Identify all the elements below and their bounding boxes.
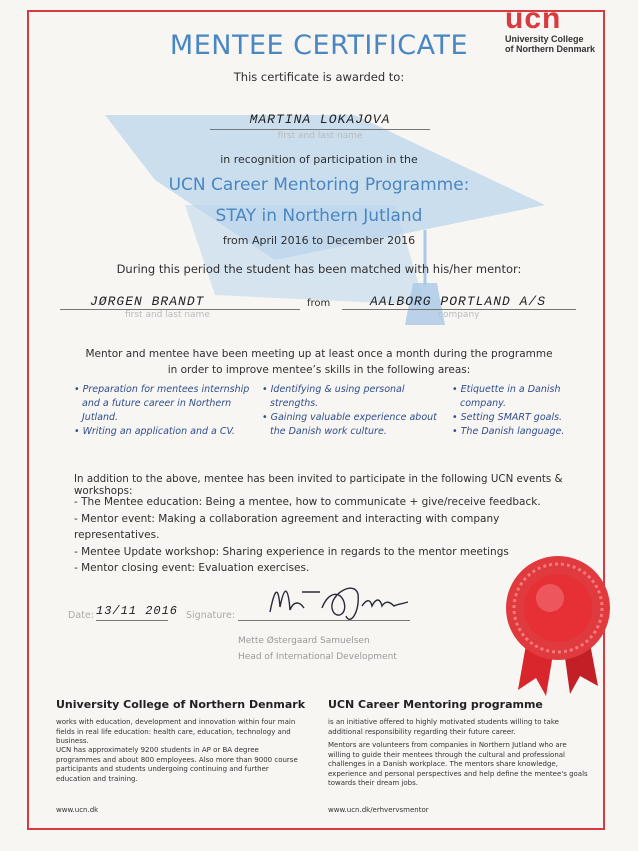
mentor-name-caption: first and last name [125,310,210,320]
program-period: from April 2016 to December 2016 [222,234,416,247]
event-item: - Mentor closing event: Evaluation exercises. [74,562,310,574]
logo-abbr: ucn [505,2,562,35]
areas-column-1 [74,383,254,439]
area-item-cont: company. [460,398,507,409]
logo-name-line2: of Northern Denmark [505,44,596,54]
events-list [74,494,574,577]
areas-column-2 [262,383,452,439]
event-item: - Mentor event: Making a collaboration agreement and interacting with company representatives. [74,512,500,541]
footer-right-p2: Mentors are volunteers from companies in Northern Jutland who are willing to guide their mentees through the cultural and professional challenges in a Danish workplace. The mentors share knowledge, experience and personal perspectives and help define the mentee's goals towards their dream jobs. [328,741,588,787]
areas-column-3 [452,383,582,439]
footer-right-p1: is an initiative offered to highly motivated students willing to take additional responsibility regarding their future career. [328,718,559,736]
meeting-line-2: in order to improve mentee’s skills in the following areas: [167,364,471,376]
area-item-cont: the Danish work culture. [270,426,387,437]
company-caption: company [438,310,480,320]
handwritten-signature [262,572,412,627]
signer-name: Mette Østergaard Samuelsen [238,636,370,646]
footer-left-title: University College of Northern Denmark [56,698,306,711]
company-name: AALBORG PORTLAND A/S [370,294,547,309]
red-rosette-seal [500,552,616,698]
event-item: - The Mentee education: Being a mentee, how to communicate + give/receive feedback. [74,496,541,508]
certificate-title: MENTEE CERTIFICATE [169,30,469,61]
signature-label: Signature: [186,610,236,621]
area-item: • Setting SMART goals. [452,412,563,423]
meeting-line-1: Mentor and mentee have been meeting up at least once a month during the programme [85,348,553,360]
mentor-name: JØRGEN BRANDT [90,294,205,309]
area-item: • Etiquette in a Danish [452,384,561,395]
logo-name-line1: University College [505,34,584,44]
footer-right-url: www.ucn.dk/erhvervsmentor [328,806,429,814]
area-item: • The Danish language. [452,426,565,437]
awarded-to-text: This certificate is awarded to: [233,70,405,84]
program-title-line2: STAY in Northern Jutland [215,206,423,226]
program-title-line1: UCN Career Mentoring Programme: [168,175,470,195]
area-item-cont: and a future career in Northern [82,398,232,409]
date-label: Date: [68,610,94,621]
area-item-cont: Jutland. [82,412,119,423]
mentee-name: MARTINA LOKAJOVA [249,112,391,127]
footer-left-url: www.ucn.dk [56,806,99,814]
event-item: - Mentee Update workshop: Sharing experience in regards to the mentor meetings [74,545,509,558]
area-item: • Writing an application and a CV. [74,426,235,437]
from-label: from [307,298,331,309]
footer-left-p2: UCN has approximately 9200 students in AP or BA degree programmes and about 800 employees. Also more than 9000 course participants and students undergoing continuing and further education and training. [56,746,298,783]
events-intro: In addition to the above, mentee has been invited to participate in the following UCN events & workshops: [74,473,563,497]
footer-right-title: UCN Career Mentoring programme [328,698,543,711]
area-item: • Identifying & using personal [262,384,405,395]
mentee-name-caption: first and last name [277,131,363,141]
footer-left-p1: works with education, development and innovation within four main fields in real life education: health care, education, technology and business. [56,718,296,745]
recognition-text: in recognition of participation in the [220,153,418,166]
date-value: 13/11 2016 [96,604,179,618]
area-item-cont: strengths. [270,398,319,409]
signer-title: Head of International Development [238,652,397,662]
area-item: • Preparation for mentees internship [74,384,250,395]
matched-text: During this period the student has been matched with his/her mentor: [116,262,522,276]
area-item: • Gaining valuable experience about [262,412,437,423]
